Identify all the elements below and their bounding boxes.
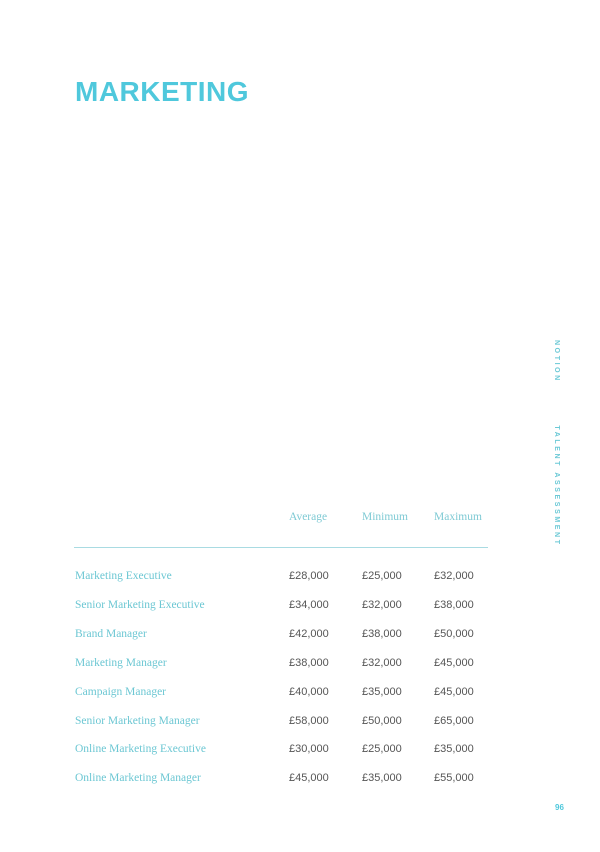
minimum-salary: £32,000 [362,657,402,669]
average-salary: £42,000 [289,628,329,640]
column-header-average: Average [289,511,328,523]
maximum-salary: £55,000 [434,772,474,784]
role-name: Senior Marketing Executive [75,599,205,611]
average-salary: £30,000 [289,743,329,755]
page-title: MARKETING [75,76,250,107]
section-label: TALENT ASSESSMENT [553,425,560,547]
average-salary: £34,000 [289,599,329,611]
table-row [0,686,600,702]
maximum-salary: £38,000 [434,599,474,611]
role-name: Online Marketing Manager [75,772,201,784]
table-row [0,743,600,759]
role-name: Online Marketing Executive [75,743,206,755]
salary-table-header [0,511,600,527]
minimum-salary: £35,000 [362,772,402,784]
table-row [0,599,600,615]
table-row [0,657,600,673]
average-salary: £58,000 [289,715,329,727]
column-header-minimum: Minimum [362,511,409,523]
maximum-salary: £45,000 [434,657,474,669]
minimum-salary: £25,000 [362,570,402,582]
maximum-salary: £65,000 [434,715,474,727]
average-salary: £40,000 [289,686,329,698]
minimum-salary: £50,000 [362,715,402,727]
table-row [0,715,600,731]
minimum-salary: £35,000 [362,686,402,698]
table-row [0,628,600,644]
maximum-salary: £50,000 [434,628,474,640]
minimum-salary: £32,000 [362,599,402,611]
average-salary: £45,000 [289,772,329,784]
page-number: 96 [555,803,564,812]
maximum-salary: £45,000 [434,686,474,698]
average-salary: £38,000 [289,657,329,669]
average-salary: £28,000 [289,570,329,582]
brand-label: NOTION [553,340,560,383]
minimum-salary: £25,000 [362,743,402,755]
role-name: Senior Marketing Manager [75,715,200,727]
maximum-salary: £32,000 [434,570,474,582]
role-name: Campaign Manager [75,686,167,698]
role-name: Marketing Executive [75,570,172,582]
role-name: Brand Manager [75,628,147,640]
role-name: Marketing Manager [75,657,167,669]
maximum-salary: £35,000 [434,743,474,755]
minimum-salary: £38,000 [362,628,402,640]
table-row [0,570,600,586]
column-header-maximum: Maximum [434,511,482,523]
table-row [0,772,600,788]
header-divider [74,547,488,548]
